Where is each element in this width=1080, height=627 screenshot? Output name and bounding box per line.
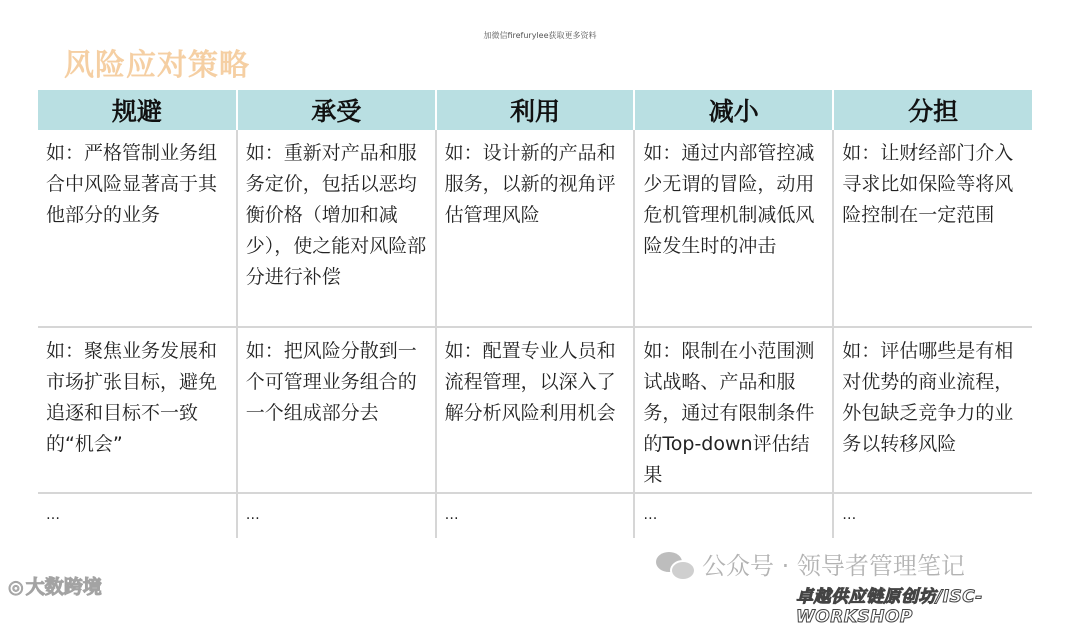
table-cell: 如：通过内部管控减少无谓的冒险，动用危机管理机制减低风险发生时的冲击 [634, 130, 833, 327]
table-row [38, 327, 1032, 493]
table-cell: 如：重新对产品和服务定价，包括以恶均衡价格（增加和减少），使之能对风险部分进行补偿 [237, 130, 436, 327]
table-cell: … [38, 493, 237, 538]
watermark-left [8, 572, 102, 599]
table-cell: 如：设计新的产品和服务，以新的视角评估管理风险 [436, 130, 635, 327]
header-avoid: 规避 [38, 90, 237, 130]
header-exploit: 利用 [436, 90, 635, 130]
table-row [38, 493, 1032, 538]
table-cell: 如：让财经部门介入寻求比如保险等将风险控制在一定范围 [833, 130, 1032, 327]
strategy-table [38, 90, 1032, 538]
top-note: 加微信firefurylee获取更多资料 [483, 31, 597, 40]
table-row [38, 130, 1032, 327]
page-title: 风险应对策略 [64, 48, 250, 83]
header-accept: 承受 [237, 90, 436, 130]
table-cell: 如：把风险分散到一个可管理业务组合的一个组成部分去 [237, 327, 436, 493]
table-cell: … [237, 493, 436, 538]
table-cell: 如：严格管制业务组合中风险显著高于其他部分的业务 [38, 130, 237, 327]
table-cell: 如：配置专业人员和流程管理，以深入了解分析风险利用机会 [436, 327, 635, 493]
table-cell: 如：聚焦业务发展和市场扩张目标，避免追逐和目标不一致的“机会” [38, 327, 237, 493]
header-share: 分担 [833, 90, 1032, 130]
brand-logo-icon: ◎ [8, 577, 24, 598]
watermark-center-text: 公众号 · 领导者管理笔记 [702, 552, 965, 580]
watermark-center [656, 546, 965, 581]
watermark-left-text: 大数跨境 [25, 576, 102, 598]
table-cell: 如：限制在小范围测试战略、产品和服务，通过有限制条件的Top-down评估结果 [634, 327, 833, 493]
header-reduce: 减小 [634, 90, 833, 130]
wechat-icon [656, 550, 694, 578]
table-cell: 如：评估哪些是有相对优势的商业流程，外包缺乏竞争力的业务以转移风险 [833, 327, 1032, 493]
watermark-right: 卓越供应链原创坊/ISC-WORKSHOP [796, 587, 983, 627]
table-header-row [38, 90, 1032, 130]
table-cell: … [634, 493, 833, 538]
table-cell: … [842, 507, 857, 523]
table-cell: … [436, 493, 635, 538]
